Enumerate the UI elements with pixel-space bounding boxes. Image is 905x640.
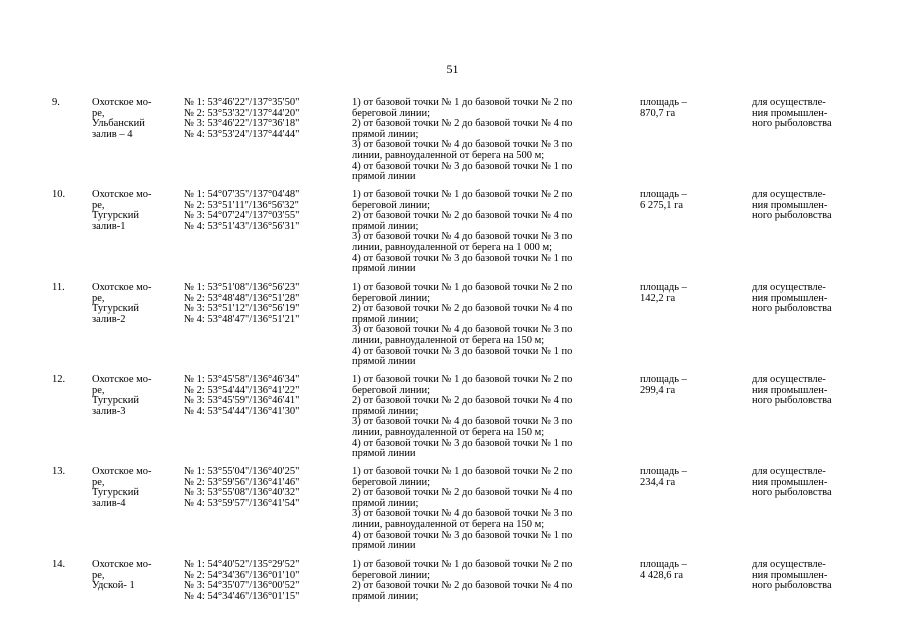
purpose: для осуществле- ния промышлен- ного рыболовства: [752, 282, 832, 315]
page-number: 51: [446, 62, 459, 76]
purpose: для осуществле- ния промышлен- ного рыболовства: [752, 466, 832, 499]
location-name: Охотское мо- ре, Тугурский залив-4: [92, 466, 152, 509]
purpose: для осуществле- ния промышлен- ного рыболовства: [752, 189, 832, 222]
area: площадь – 299,4 га: [640, 374, 687, 396]
location-name: Охотское мо- ре, Тугурский залив-1: [92, 189, 152, 232]
area: площадь – 4 428,6 га: [640, 559, 687, 581]
purpose: для осуществле- ния промышлен- ного рыболовства: [752, 97, 832, 130]
area: площадь – 6 275,1 га: [640, 189, 687, 211]
coordinates: № 1: 53°55'04"/136°40'25" № 2: 53°59'56"/136°41'46" № 3: 53°55'08"/136°40'32" № 4: 53°59'57"/136°41'54": [184, 466, 300, 509]
boundary-description: 1) от базовой точки № 1 до базовой точки № 2 по береговой линии; 2) от базовой точки № 2 до базовой точки № 4 по прямой линии; 3) от базовой точки № 4 до базовой точки № 3 по линии, равноудаленной от берега на 150 м; 4) от базовой точки № 3 до базовой точки № 1 по прямой линии: [352, 466, 573, 552]
area: площадь – 142,2 га: [640, 282, 687, 304]
row-number: 12.: [52, 374, 66, 385]
coordinates: № 1: 53°51'08"/136°56'23" № 2: 53°48'48"/136°51'28" № 3: 53°51'12"/136°56'19" № 4: 53°48'47"/136°51'21": [184, 282, 300, 325]
location-name: Охотское мо- ре, Ульбанский залив – 4: [92, 97, 152, 140]
boundary-description: 1) от базовой точки № 1 до базовой точки № 2 по береговой линии; 2) от базовой точки № 2 до базовой точки № 4 по прямой линии; 3) от базовой точки № 4 до базовой точки № 3 по линии, равноудаленной от берега на 150 м; 4) от базовой точки № 3 до базовой точки № 1 по прямой линии: [352, 374, 573, 460]
area: площадь – 870,7 га: [640, 97, 687, 119]
row-number: 9.: [52, 97, 60, 108]
coordinates: № 1: 54°40'52"/135°29'52" № 2: 54°34'36"/136°01'10" № 3: 54°35'07"/136°00'52" № 4: 54°34'46"/136°01'15": [184, 559, 300, 602]
purpose: для осуществле- ния промышлен- ного рыболовства: [752, 559, 832, 592]
coordinates: № 1: 53°45'58"/136°46'34" № 2: 53°54'44"/136°41'22" № 3: 53°45'59"/136°46'41" № 4: 53°54'44"/136°41'30": [184, 374, 300, 417]
row-number: 11.: [52, 282, 65, 293]
boundary-description: 1) от базовой точки № 1 до базовой точки № 2 по береговой линии; 2) от базовой точки № 2 до базовой точки № 4 по прямой линии; 3) от базовой точки № 4 до базовой точки № 3 по линии, равноудаленной от берега на 1 000 м; 4) от базовой точки № 3 до базовой точки № 1 по прямой линии: [352, 189, 573, 275]
purpose: для осуществле- ния промышлен- ного рыболовства: [752, 374, 832, 407]
boundary-description: 1) от базовой точки № 1 до базовой точки № 2 по береговой линии; 2) от базовой точки № 2 до базовой точки № 4 по прямой линии; 3) от базовой точки № 4 до базовой точки № 3 по линии, равноудаленной от берега на 150 м; 4) от базовой точки № 3 до базовой точки № 1 по прямой линии: [352, 282, 573, 368]
row-number: 10.: [52, 189, 66, 200]
area: площадь – 234,4 га: [640, 466, 687, 488]
location-name: Охотское мо- ре, Удской- 1: [92, 559, 152, 592]
location-name: Охотское мо- ре, Тугурский залив-3: [92, 374, 152, 417]
coordinates: № 1: 53°46'22"/137°35'50" № 2: 53°53'32"/137°44'20" № 3: 53°46'22"/137°36'18" № 4: 53°53'24"/137°44'44": [184, 97, 300, 140]
boundary-description: 1) от базовой точки № 1 до базовой точки № 2 по береговой линии; 2) от базовой точки № 2 до базовой точки № 4 по прямой линии;: [352, 559, 573, 602]
row-number: 14.: [52, 559, 66, 570]
row-number: 13.: [52, 466, 66, 477]
boundary-description: 1) от базовой точки № 1 до базовой точки № 2 по береговой линии; 2) от базовой точки № 2 до базовой точки № 4 по прямой линии; 3) от базовой точки № 4 до базовой точки № 3 по линии, равноудаленной от берега на 500 м; 4) от базовой точки № 3 до базовой точки № 1 по прямой линии: [352, 97, 573, 183]
coordinates: № 1: 54°07'35"/137°04'48" № 2: 53°51'11"/136°56'32" № 3: 54°07'24"/137°03'55" № 4: 53°51'43"/136°56'31": [184, 189, 300, 232]
location-name: Охотское мо- ре, Тугурский залив-2: [92, 282, 152, 325]
